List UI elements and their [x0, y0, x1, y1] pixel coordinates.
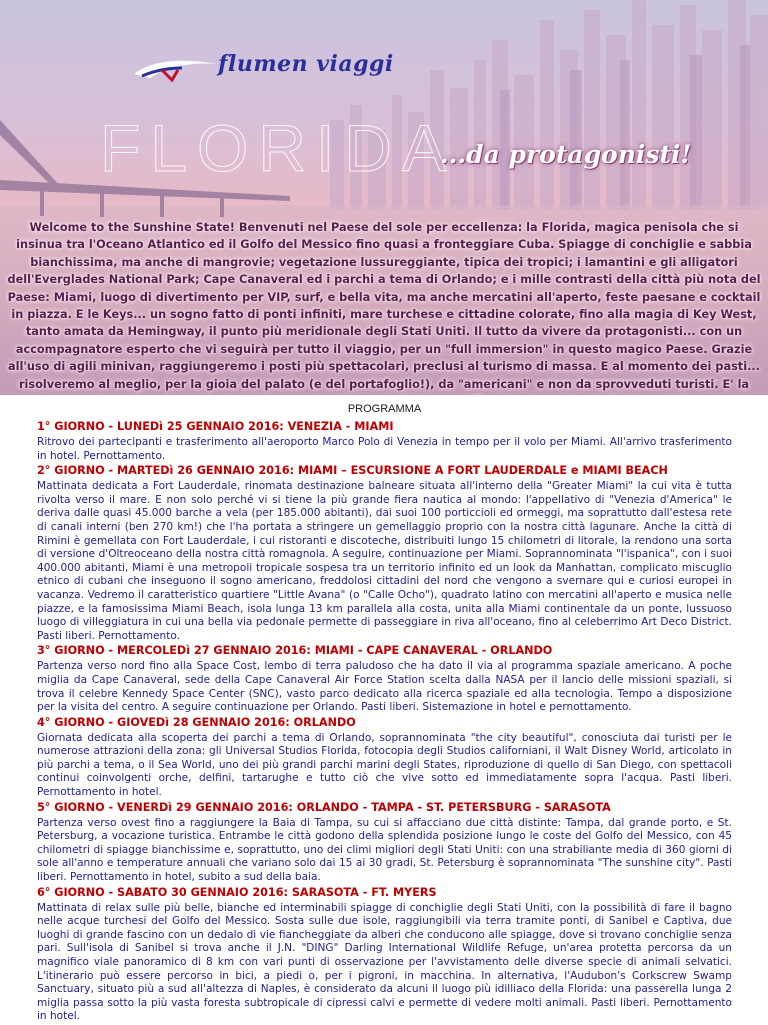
day-title: 5° GIORNO - VENERDì 29 GENNAIO 2016: ORLANDO - TAMPA - ST. PETERSBURG - SARASOTA [37, 800, 611, 814]
day-block [37, 420, 732, 463]
day-block [37, 464, 732, 643]
header-banner [0, 0, 768, 395]
day-description: Partenza verso nord fino alla Space Cost, lembo di terra paludoso che ha dato il via al programma spaziale americano. A poche miglia da Cape Canaveral, sede della Cape Canaveral Air Force Station scelta dalla NASA per il lancio delle missioni spaziali, si trova il celebre Kennedy Space Center (SNC), vasto parco dedicato alla ricerca spaziale ed alla tecnologia. Tempo a disposizione per la visita del centro. A seguire continuazione per Orlando. Pasti liberi. Sistemazione in hotel e pernottamento. [37, 660, 732, 714]
day-block [37, 716, 732, 800]
day-block [37, 644, 732, 714]
day-description: Mattinata dedicata a Fort Lauderdale, rinomata destinazione balneare situata all'interno della "Greater Miami" la cui vita è tutta rivolta verso il mare. E non solo perché vi si tiene la più grande fiera nautica al mondo: l'appellativo di "Venezia d'America" le deriva dalle quasi 45.000 barche a vela (per 185.000 abitanti), dai suoi 100 porticcioli ed ormeggi, ma soprattutto dall'estesa rete di canali interni (ben 270 km!) che l'ha portata a stringere un gemellaggio proprio con la nostra città lagunare. Anche la città di Rimini è gemellata con Fort Lauderdale, i cui ristoranti e discoteche, distribuiti lungo 15 chilometri di litorale, la rendono una sorta di versione d'Oltreoceano della nostra città romagnola. A seguire, continuazione per Miami. Soprannominata "l'ispanica", con i suoi 400.000 abitanti, Miami è una metropoli tropicale sospesa tra un territorio infinito ed un look da Manhattan, complicato miscuglio etnico di cubani che inseguono il sogno americano, freddolosi cittadini del nord che vengono a svernare qui e curiosi europei in vacanza. Vedremo il caratteristico quartiere "Little Avana" (o "Calle Ocho"), quadrato latino con mercatini all'aperto e musica nelle piazze, e la famosissima Miami Beach, isola lunga 13 km parallela alla costa, unita alla Miami continentale da un ponte, lussuoso luogo di villeggiatura in cui una bella via pedonale permette di passeggiare in riva all'oceano, fino al celeberrimo Art Deco District. Pasti liberi. Pernottamento. [37, 480, 732, 642]
intro-paragraph: Welcome to the Sunshine State! Benvenuti nel Paese del sole per eccellenza: la Florida, magica penisola che si insinua tra l'Oceano Atlantico ed il Golfo del Messico fino quasi a fronteggiare Cuba. Spiagge di conchiglie e sabbia bianchissima, ma anche di mangrovie; vegetazione lussureggiante, tipica dei tropici; i lamantini e gli alligatori dell'Everglades National Park; Cape Canaveral ed i parchi a tema di Orlando; e i mille contrasti della città più nota del Paese: Miami, luogo di divertimento per VIP, surf, e bella vita, ma anche mercatini all'aperto, feste paesane e cocktail in piazza. E le Keys... un sogno fatto di ponti infiniti, mare turchese e cittadine colorate, fino alla magia di Key West, tanto amata da Hemingway, il punto più meridionale degli Stati Uniti. Il tutto da vivere da protagonisti... con un accompagnatore esperto che vi seguirà per tutto il viaggio, per un "full immersion" in questo magico Paese. Grazie all'uso di agili minivan, raggiungeremo i posti più spettacolari, preclusi al turismo di massa. E al momento dei pasti... risolveremo al meglio, per la gioia del palato (e del portafoglio!), da "americani" e non da sprovveduti turisti. E' la [7, 221, 761, 391]
program-heading: PROGRAMMA [347, 403, 422, 415]
day-description: Giornata dedicata alla scoperta dei parchi a tema di Orlando, soprannominata "the city beautiful", conosciuta dai turisti per le numerose attrazioni della zona: gli Universal Studios Florida, fotocopia degli Studios californiani, il Walt Disney World, articolato in più parchi a tema, o il Sea World, uno dei più grandi parchi marini degli States, riproduzione di quello di San Diego, con spettacoli continui coinvolgenti orche, delfini, tartarughe e tutto ciò che vive sotto ed immediatamente sopra l'acqua. Pasti liberi. Pernottamento in hotel. [37, 731, 732, 799]
day-block [37, 886, 732, 1024]
brand-name: flumen viaggi [218, 51, 394, 77]
day-title: 6° GIORNO - SABATO 30 GENNAIO 2016: SARASOTA - FT. MYERS [37, 885, 437, 899]
day-title: 1° GIORNO - LUNEDì 25 GENNAIO 2016: VENEZIA - MIAMI [37, 420, 394, 433]
brand-logo [132, 50, 432, 106]
day-title: 4° GIORNO - GIOVEDì 28 GENNAIO 2016: ORLANDO [37, 715, 356, 729]
day-title: 3° GIORNO - MERCOLEDì 27 GENNAIO 2016: MIAMI - CAPE CANAVERAL - ORLANDO [37, 644, 553, 658]
program-section [37, 400, 732, 1025]
day-description: Mattinata di relax sulle più belle, bianche ed interminabili spiagge di conchiglie degli Stati Uniti, con la possibilità di fare il bagno nelle acque turchesi del Golfo del Messico. Sosta sulle due isole, raggiungibili via terra tramite ponti, di Sanibel e Captiva, due luoghi di grande fascino con un dedalo di vie fiancheggiate da alberi che conducono alle spiagge, dove si trovano conchiglie senza pari. Sull'isola di Sanibel si trova anche il J.N. "DING" Darling International Wildlife Refuge, un'area protetta percorsa da un magnifico viale panoramico di 8 km con vari punti di osservazione per l'avvistamento delle diverse specie di animali selvatici. L'itinerario può essere percorso in bici, a piedi o, per i pigroni, in macchina. In alternativa, l'Audubon's Corkscrew Swamp Sanctuary, situato più a sud all'altezza di Naples, è considerato da alcuni il luogo più idilliaco della Florida: una passerella lunga 2 miglia passa sotto la più vasta foresta subtropicale di cipressi calvi e permette di vedere molti animali. Pasti liberi. Pernottamento in hotel. [37, 901, 732, 1023]
day-title: 2° GIORNO - MARTEDì 26 GENNAIO 2016: MIAMI – ESCURSIONE A FORT LAUDERDALE e MIAMI BEACH [37, 464, 668, 478]
day-description: Ritrovo dei partecipanti e trasferimento all'aeroporto Marco Polo di Venezia in tempo per il volo per Miami. All'arrivo trasferimento in hotel. Pernottamento. [37, 436, 732, 462]
headline-florida: FLORIDA [100, 111, 457, 185]
day-block [37, 801, 732, 885]
day-description: Partenza verso ovest fino a raggiungere la Baia di Tampa, su cui si affacciano due città distinte: Tampa, dal grande porto, e St. Petersburg, a vocazione turistica. Entrambe le città godono della splendida posizione lungo le coste del Golfo del Messico, con 45 chilometri di spiagge bianchissime e, soprattutto, uno dei climi migliori degli Stati Uniti: con una strabiliante media di 360 giorni di sole all'anno e temperature annuali che variano solo dai 15 ai 30 gradi, St. Petersburg è soprannominata "The sunshine city". Pasti liberi. Pernottamento in hotel, subito a sud della baia. [37, 816, 732, 884]
tagline: ...da protagonisti! [440, 140, 692, 169]
logo-swoosh-icon [132, 56, 222, 86]
